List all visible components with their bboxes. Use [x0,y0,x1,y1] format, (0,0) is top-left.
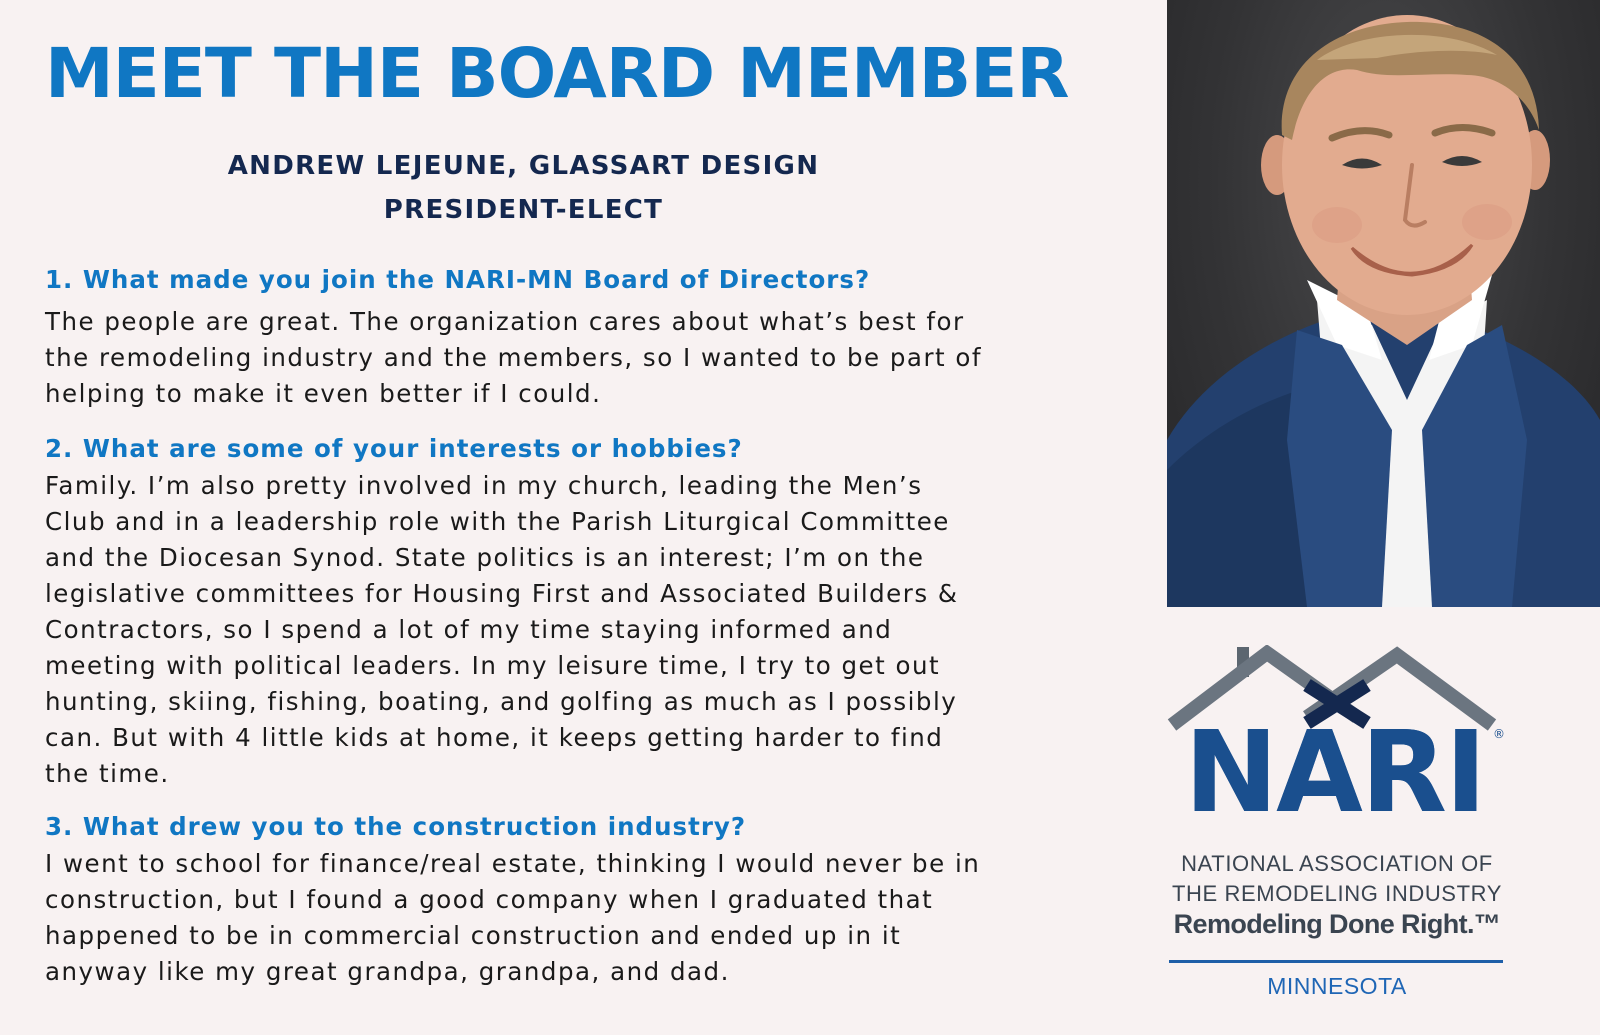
logo-divider [1169,960,1503,963]
cheek-left [1312,207,1362,243]
answer-1 [45,304,1135,412]
answer-3 [45,846,1135,990]
page-title: MEET THE BOARD MEMBER [45,34,1069,114]
answer-line: hunting, skiing, fishing, boating, and golfing as much as I possibly [45,687,958,716]
answer-line: happened to be in commercial construction and ended up in it [45,921,902,950]
logo-state: MINNESOTA [1267,973,1407,999]
nari-wordmark: NARI [1167,717,1502,829]
answer-line: Family. I’m also pretty involved in my church, leading the Men’s [45,471,923,500]
answer-line: the remodeling industry and the members, so I wanted to be part of [45,343,983,372]
answer-line: legislative committees for Housing First and Associated Builders & [45,579,959,608]
answer-2 [45,468,1135,792]
portrait-illustration [1167,0,1600,607]
answer-line: Club and in a leadership role with the Parish Liturgical Committee [45,507,950,536]
answer-line: Contractors, so I spend a lot of my time staying informed and [45,615,893,644]
answer-line: and the Diocesan Synod. State politics is an interest; I’m on the [45,543,925,572]
nari-logo [1167,645,1507,1005]
logo-tagline: Remodeling Done Right.™ [1173,909,1501,939]
answer-line: the time. [45,759,170,788]
answer-line: meeting with political leaders. In my leisure time, I try to get out [45,651,941,680]
portrait-photo [1167,0,1600,607]
answer-line: can. But with 4 little kids at home, it keeps getting harder to find [45,723,944,752]
member-name: ANDREW LEJEUNE, GLASSART DESIGN [227,151,820,181]
logo-line-2: THE REMODELING INDUSTRY [1172,881,1502,906]
logo-line-1: NATIONAL ASSOCIATION OF [1181,851,1493,876]
answer-line: construction, but I found a good company when I graduated that [45,885,934,914]
question-2: 2. What are some of your interests or hobbies? [45,434,743,463]
answer-line: anyway like my great grandpa, grandpa, and dad. [45,957,730,986]
answer-line: helping to make it even better if I could. [45,379,602,408]
question-1: 1. What made you join the NARI-MN Board of Directors? [45,265,871,294]
question-3: 3. What drew you to the construction industry? [45,812,747,841]
registered-mark: ® [1493,727,1505,741]
cheek-right [1462,204,1512,240]
answer-line: The people are great. The organization cares about what’s best for [45,307,965,336]
member-role: PRESIDENT-ELECT [383,195,664,225]
answer-line: I went to school for finance/real estate, thinking I would never be in [45,849,981,878]
